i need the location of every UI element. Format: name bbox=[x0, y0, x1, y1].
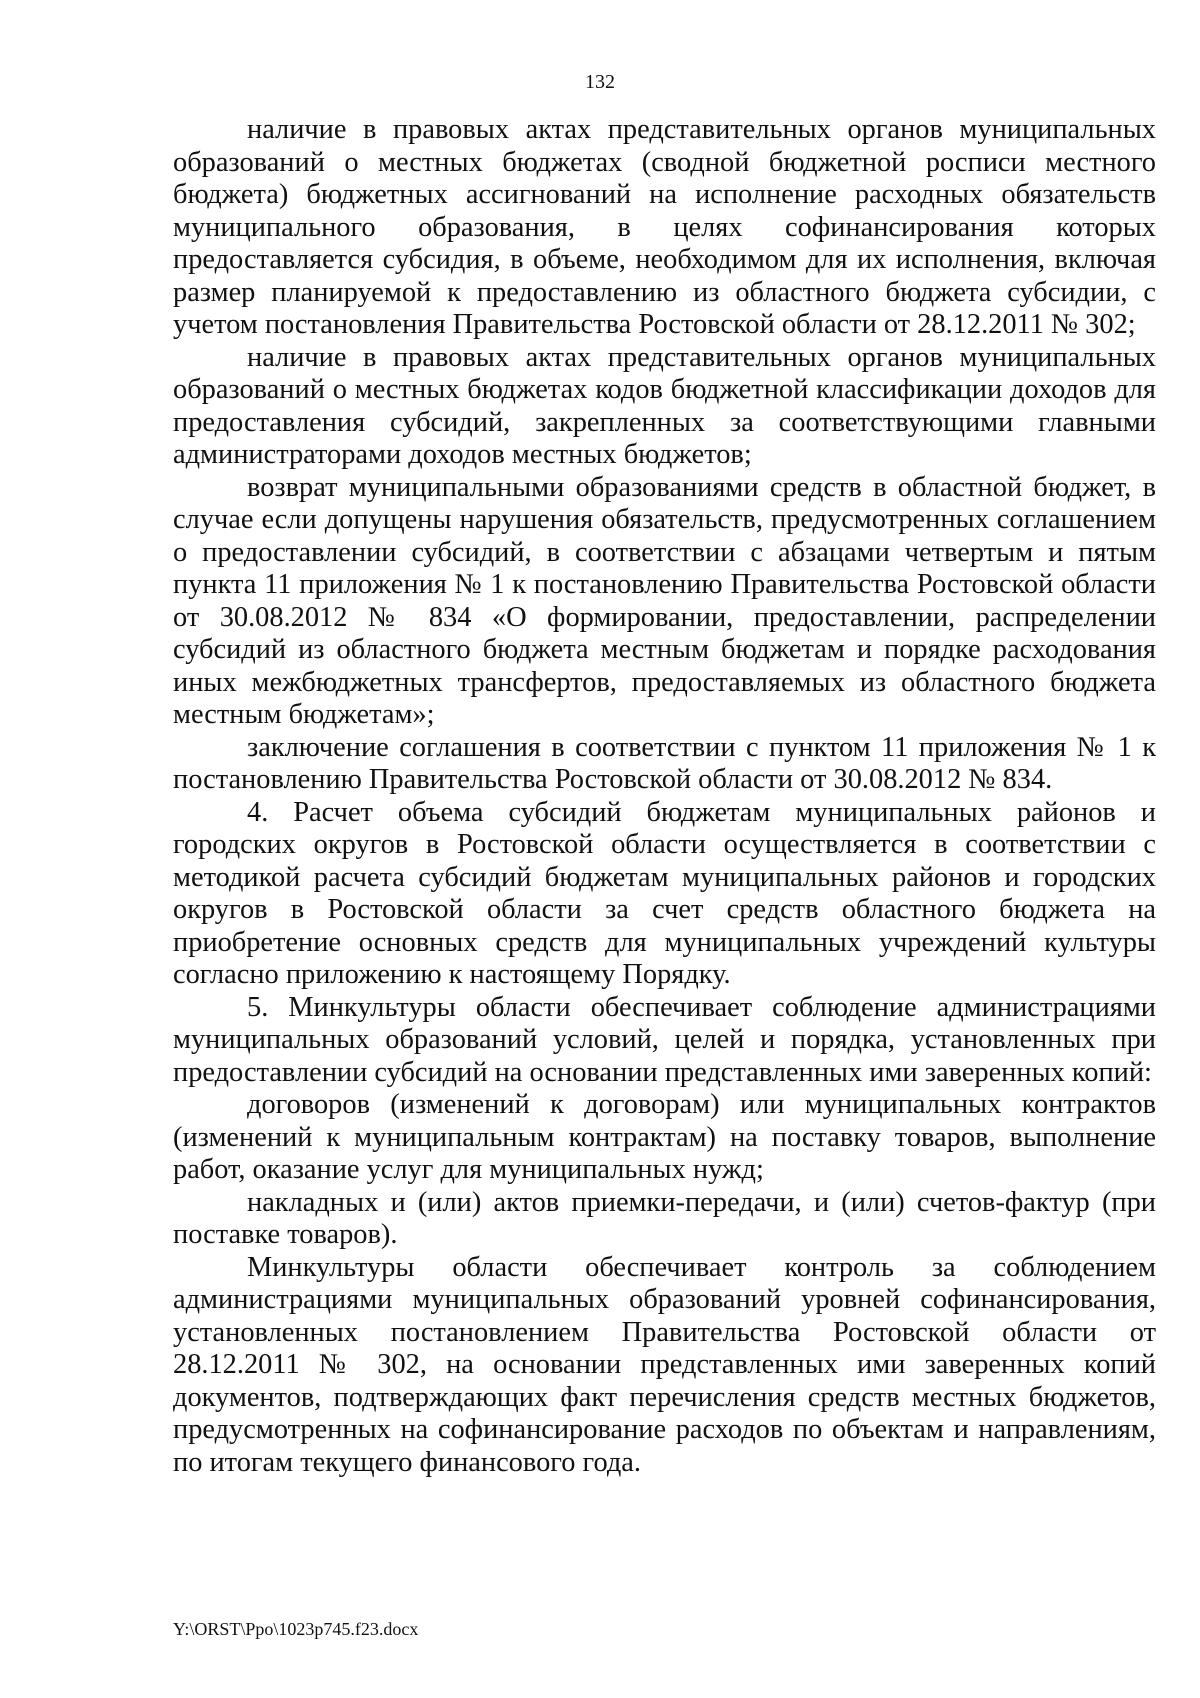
paragraph-agreement: заключение соглашения в соответствии с пунктом 11 приложения № 1 к постановлению Правительства Ростовской области от 30.08.2012 № 834. bbox=[173, 731, 1156, 795]
paragraph-classification-codes: наличие в правовых актах представительных органов муниципальных образований о местных бюджетах кодов бюджетной классификации доходов для предоставления субсидий, закрепленных за соответствующими главными администраторами доходов местных бюджетов; bbox=[173, 341, 1156, 470]
paragraph-contracts: договоров (изменений к договорам) или муниципальных контрактов (изменений к муниципальным контрактам) на поставку товаров, выполнение работ, оказание услуг для муниципальных нужд; bbox=[173, 1089, 1156, 1185]
paragraph-budget-allocations: наличие в правовых актах представительных органов муниципальных образований о местных бюджетах (сводной бюджетной росписи местного бюджета) бюджетных ассигнований на исполнение расходных обязательств муниципального образования, в целях софинансирования которых предоставляется субсидия, в объеме, необходимом для их исполнения, включая размер планируемой к предоставлению из областного бюджета субсидии, с учетом постановления Правительства Ростовской области от 28.12.2011 № 302; bbox=[173, 114, 1156, 340]
page-number: 132 bbox=[585, 71, 615, 93]
paragraph-section-4-calculation: 4. Расчет объема субсидий бюджетам муниципальных районов и городских округов в Ростовской области осуществляется в соответствии с методикой расчета субсидий бюджетам муниципальных районов и городских округов в Ростовской области за счет средств областного бюджета на приобретение основных средств для муниципальных учреждений культуры согласно приложению к настоящему Порядку. bbox=[173, 796, 1156, 990]
document-body bbox=[173, 114, 1156, 1479]
paragraph-refund-of-funds: возврат муниципальными образованиями средств в областной бюджет, в случае если допущены нарушения обязательств, предусмотренных соглашением о предоставлении субсидий, в соответствии с абзацами четвертым и пятым пункта 11 приложения № 1 к постановлению Правительства Ростовской области от 30.08.2012 № 834 «О формировании, предоставлении, распределении субсидий из областного бюджета местным бюджетам и порядке расходования иных межбюджетных трансфертов, предоставляемых из областного бюджета местным бюджетам»; bbox=[173, 471, 1156, 730]
footer-file-path: Y:\ORST\Ppo\1023p745.f23.docx bbox=[173, 1619, 419, 1639]
paragraph-cofinancing-control: Минкультуры области обеспечивает контроль за соблюдением администрациями муниципальных образований уровней софинансирования, установленных постановлением Правительства Ростовской области от 28.12.2011 № 302, на основании представленных ими заверенных копий документов, подтверждающих факт перечисления средств местных бюджетов, предусмотренных на софинансирование расходов по объектам и направлениям, по итогам текущего финансового года. bbox=[173, 1251, 1156, 1478]
paragraph-invoices: накладных и (или) актов приемки-передачи, и (или) счетов-фактур (при поставке товаров). bbox=[173, 1186, 1156, 1250]
paragraph-section-5-compliance: 5. Минкультуры области обеспечивает соблюдение администрациями муниципальных образований условий, целей и порядка, установленных при предоставлении субсидий на основании представленных ими заверенных копий: bbox=[173, 991, 1156, 1088]
